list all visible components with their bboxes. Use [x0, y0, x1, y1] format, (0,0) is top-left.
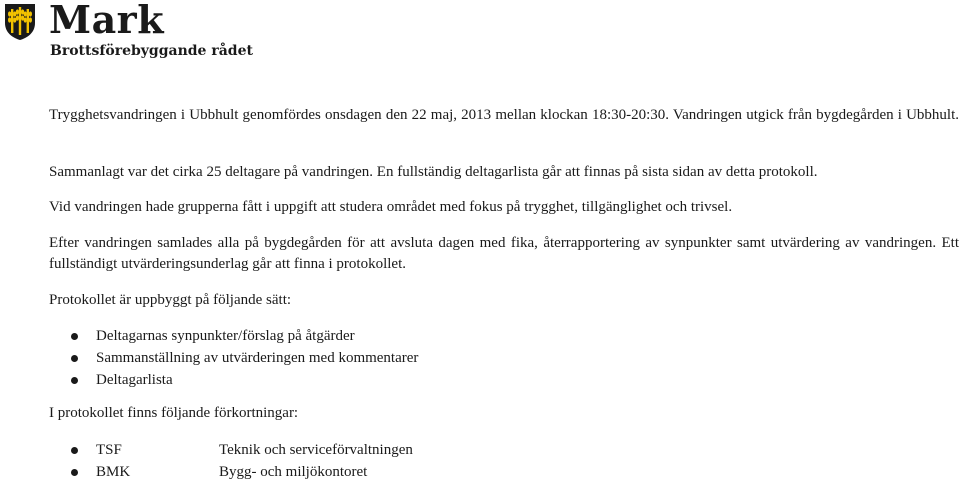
structure-list — [49, 325, 418, 391]
abbreviation-list — [49, 439, 549, 483]
paragraph-structure-intro: Protokollet är uppbyggt på följande sätt: — [49, 292, 292, 308]
paragraph-intro: Trygghetsvandringen i Ubbhult genomfördes onsdagen den 22 maj, 2013 mellan klockan 18:30-20:30. Vandringen utgick från bygdegården i Ubbhult. — [49, 107, 959, 123]
paragraph-abbreviations-intro: I protokollet finns följande förkortningar: — [49, 405, 299, 421]
municipality-coat-of-arms-logo — [4, 3, 36, 41]
abbreviation-meaning: Bygg- och miljökontoret — [219, 464, 368, 480]
abbreviation-meaning: Teknik och serviceförvaltningen — [219, 442, 413, 458]
list-item: Deltagarnas synpunkter/förslag på åtgärder — [49, 325, 418, 347]
organization-name: Mark — [49, 0, 165, 42]
paragraph-after-walk: Efter vandringen samlades alla på bygdegården för att avsluta dagen med fika, återrapportering av synpunkter samt utvärdering av vandringen. Ett fullständigt utvärderingsunderlag går att finna i protokollet. — [49, 235, 959, 272]
list-item: Sammanställning av utvärderingen med kommentarer — [49, 347, 418, 369]
list-item — [49, 439, 549, 461]
abbreviation: BMK — [96, 464, 131, 480]
department-name: Brottsförebyggande rådet — [50, 43, 253, 59]
abbreviation: TSF — [96, 442, 122, 458]
list-item: Deltagarlista — [49, 369, 418, 391]
paragraph-task: Vid vandringen hade grupperna fått i uppgift att studera området med fokus på trygghet, tillgänglighet och trivsel. — [49, 199, 733, 215]
paragraph-participants: Sammanlagt var det cirka 25 deltagare på vandringen. En fullständig deltagarlista går att finnas på sista sidan av detta protokoll. — [49, 164, 818, 180]
list-item — [49, 461, 549, 483]
